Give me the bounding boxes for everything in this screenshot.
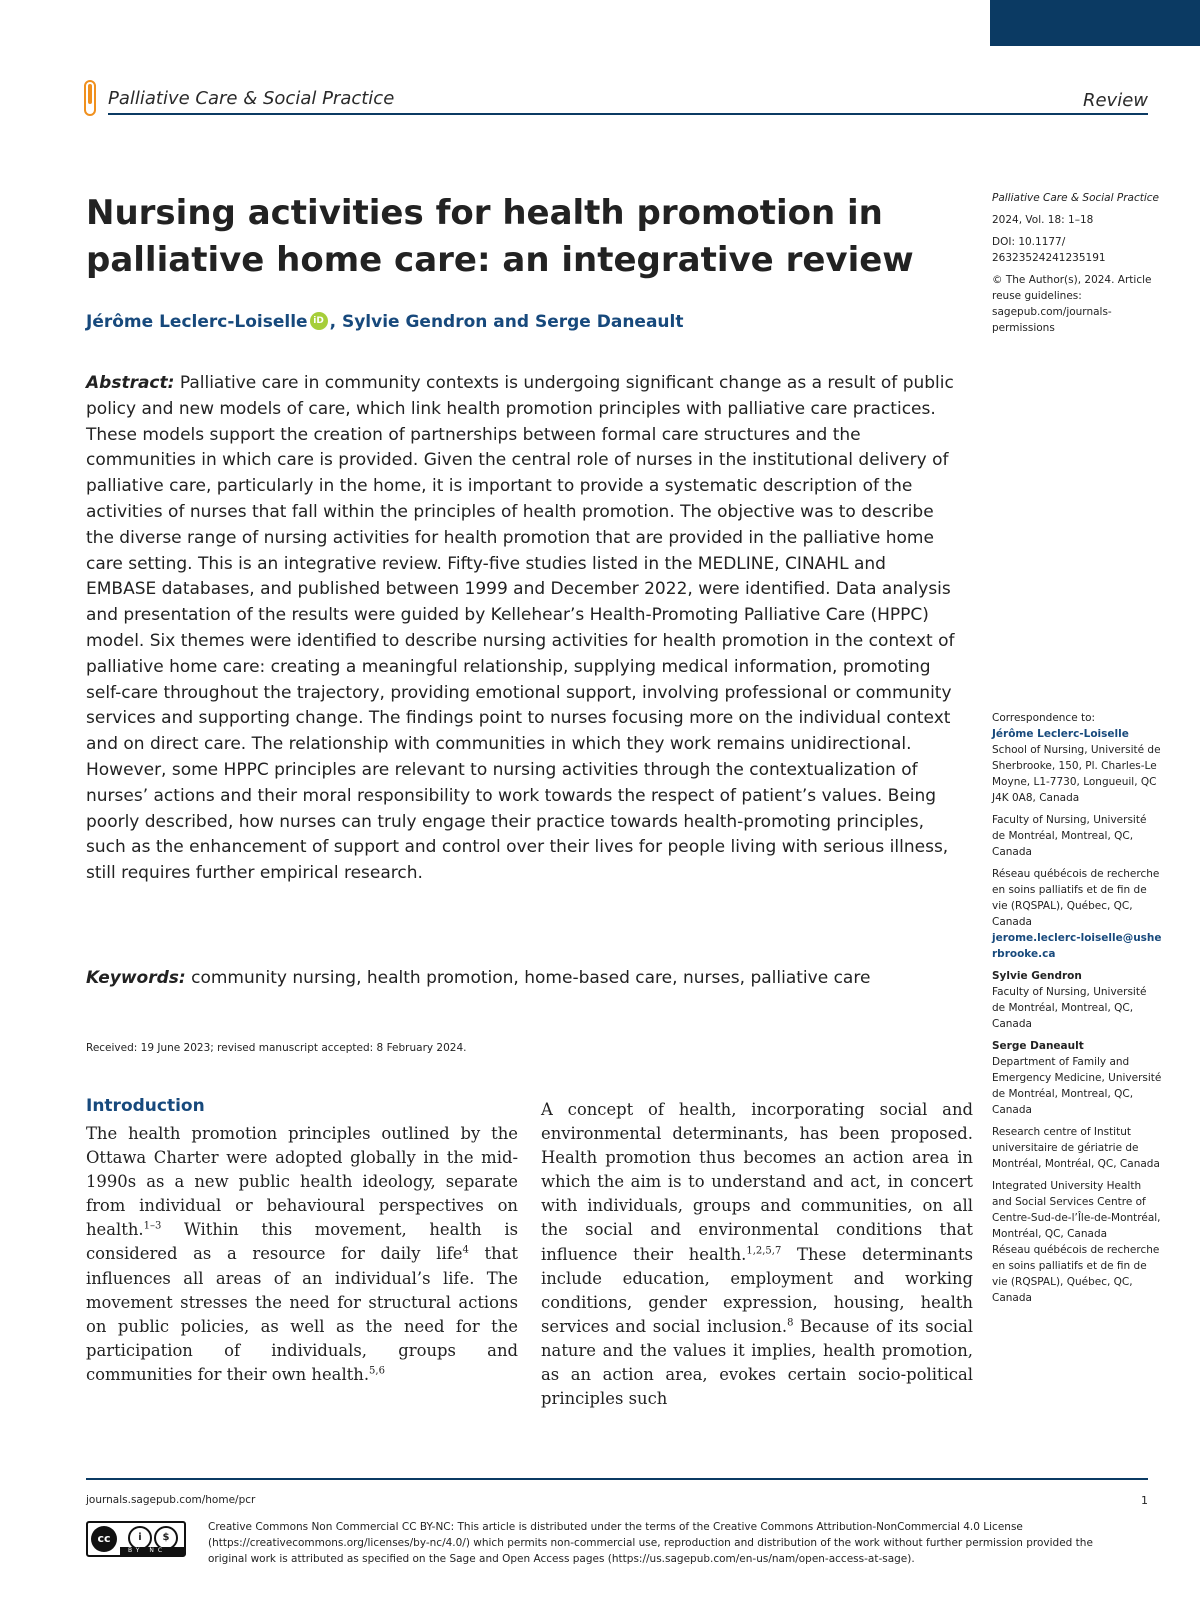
author3-affiliation-2: Research centre of Institut universitaire de gériatrie de Montréal, Montréal, QC, Canada [992,1126,1160,1170]
author3-affiliation-4: Réseau québécois de recherche en soins palliatifs et de fin de vie (RQSPAL), Québec, QC, Canada [992,1244,1160,1304]
author3-name: Serge Daneault [992,1040,1084,1052]
footer-divider [86,1478,1148,1480]
author-first[interactable]: Jérôme Leclerc-Loiselle [86,312,308,332]
by-person-icon: i [128,1526,152,1550]
corr-author-name[interactable]: Jérôme Leclerc-Loiselle [992,728,1129,740]
nc-dollar-icon: $ [154,1526,178,1550]
author2-name: Sylvie Gendron [992,970,1082,982]
author2-affiliation: Faculty of Nursing, Université de Montréal, Montreal, QC, Canada [992,986,1147,1030]
corr-email-link[interactable]: jerome.leclerc-loiselle@usherbrooke.ca [992,932,1162,960]
intro-left-text-3: that influences all areas of an individual’s life. The movement stresses the need for structural actions on public policies, as well as the need for the participation of individuals, groups and communities for their own health. [86,1244,518,1384]
author3-affiliation-1: Department of Family and Emergency Medicine, Université de Montréal, Montreal, QC, Canada [992,1056,1162,1116]
intro-right-text-1: A concept of health, incorporating social and environmental determinants, has been proposed. Health promotion thus becomes an action area in which the aim is to understand and act, in concert with individuals, groups and communities, on all the social and environmental conditions that influence their health. [541,1100,973,1264]
keywords-label: Keywords: [86,968,186,988]
author-list [86,312,683,332]
received-dates: Received: 19 June 2023; revised manuscript accepted: 8 February 2024. [86,1042,467,1054]
author-rest: , Sylvie Gendron and Serge Daneault [329,312,684,332]
corr-label: Correspondence to: [992,712,1096,724]
header-article-type: Review [1082,90,1148,111]
citation-8[interactable]: 8 [787,1317,794,1329]
cc-by-nc-license-icon[interactable] [86,1521,186,1557]
corner-color-block [990,0,1200,46]
sidebar-journal: Palliative Care & Social Practice [992,192,1159,204]
footer-journal-url[interactable]: journals.sagepub.com/home/pcr [86,1494,256,1506]
header-divider [108,113,1148,115]
citation-1-2-5-7[interactable]: 1,2,5,7 [746,1245,782,1257]
keywords [86,968,958,988]
article-title: Nursing activities for health promotion in palliative home care: an integrative review [86,193,914,280]
cc-band: BY NC [120,1547,184,1555]
sidebar-copyright: © The Author(s), 2024. Article reuse guidelines: sagepub.com/journals-permissions [992,274,1152,334]
intro-left-text-1: The health promotion principles outlined by the Ottawa Charter were adopted globally in the mid-1990s as a new public health ideology, separate from individual or behavioural perspectives on health. [86,1124,518,1240]
intro-left-text-2: Within this movement, health is considered as a resource for daily life [86,1220,518,1264]
citation-5-6[interactable]: 5,6 [369,1365,385,1377]
abstract [86,371,958,887]
corr-affiliation-3: Réseau québécois de recherche en soins palliatifs et de fin de vie (RQSPAL), Québec, QC, Canada [992,868,1160,928]
sidebar-correspondence [992,710,1162,1306]
citation-4[interactable]: 4 [462,1245,469,1256]
corr-affiliation-1: School of Nursing, Université de Sherbrooke, 150, Pl. Charles-Le Moyne, L1-7730, Longueuil, QC J4K 0A8, Canada [992,744,1161,804]
body-column-left [86,1122,518,1387]
page-number: 1 [1141,1494,1148,1507]
license-text: Creative Commons Non Commercial CC BY-NC: This article is distributed under the terms of the Creative Commons Attribution-NonCommercial 4.0 License (https://creativecommons.org/licenses/by-nc/4.0/) which permits non-commercial use, reproduction and distribution of the work without further permission provided the original work is attributed as specified on the Sage and Open Access pages (https://us.sagepub.com/en-us/nam/open-access-at-sage). [208,1521,1093,1565]
abstract-label: Abstract: [86,373,175,393]
journal-logo-icon [84,80,96,116]
corr-affiliation-2: Faculty of Nursing, Université de Montréal, Montreal, QC, Canada [992,814,1147,858]
orcid-icon[interactable]: iD [310,312,328,330]
body-column-right [541,1098,973,1411]
author3-affiliation-3: Integrated University Health and Social Services Centre of Centre-Sud-de-l’Île-de-Montréal, Montréal, QC, Canada [992,1180,1161,1240]
abstract-text: Palliative care in community contexts is undergoing significant change as a result of public policy and new models of care, which link health promotion principles with palliative care practices. These models support the creation of partnerships between formal care structures and the communities in which care is provided. Given the central role of nurses in the institutional delivery of palliative care, particularly in the home, it is important to provide a systematic description of the activities of nurses that fall within the principles of health promotion. The objective was to describe the diverse range of nursing activities for health promotion that are provided in the palliative home care setting. This is an integrative review. Fifty-five studies listed in the MEDLINE, CINAHL and EMBASE databases, and published between 1999 and December 2022, were identified. Data analysis and presentation of the results were guided by Kellehear’s Health-Promoting Palliative Care (HPPC) model. Six themes were identified to describe nursing activities for health promotion in the context of palliative home care: creating a meaningful relationship, supplying medical information, promoting self-care throughout the trajectory, providing emotional support, involving professional or community services and supporting change. The findings point to nurses focusing more on the individual context and on direct care. The relationship with communities in which they work remains unidirectional. However, some HPPC principles are relevant to nursing activities through the contextualization of nurses’ actions and their moral responsibility to work towards the respect of patient’s values. Being poorly described, how nurses can truly engage their practice towards health-promoting principles, such as the enhancement of support and control over their lives for people living with serious illness, still requires further empirical research. [86,373,955,884]
citation-1-3[interactable]: 1–3 [143,1220,162,1232]
introduction-heading: Introduction [86,1096,205,1116]
header-journal-name: Palliative Care & Social Practice [108,88,395,109]
keywords-text: community nursing, health promotion, home-based care, nurses, palliative care [191,968,871,988]
sidebar-article-info [992,190,1162,342]
intro-right-text-2: These determinants include education, employment and working conditions, gender expression, housing, health services and social inclusion. [541,1244,973,1336]
sidebar-volume: 2024, Vol. 18: 1–18 [992,214,1094,226]
intro-right-text-3: Because of its social nature and the values it implies, health promotion, as an action area, evokes certain socio-political principles such [541,1316,973,1409]
cc-icon: cc [91,1526,117,1552]
sidebar-doi[interactable]: DOI: 10.1177/ 26323524241235191 [992,236,1106,264]
